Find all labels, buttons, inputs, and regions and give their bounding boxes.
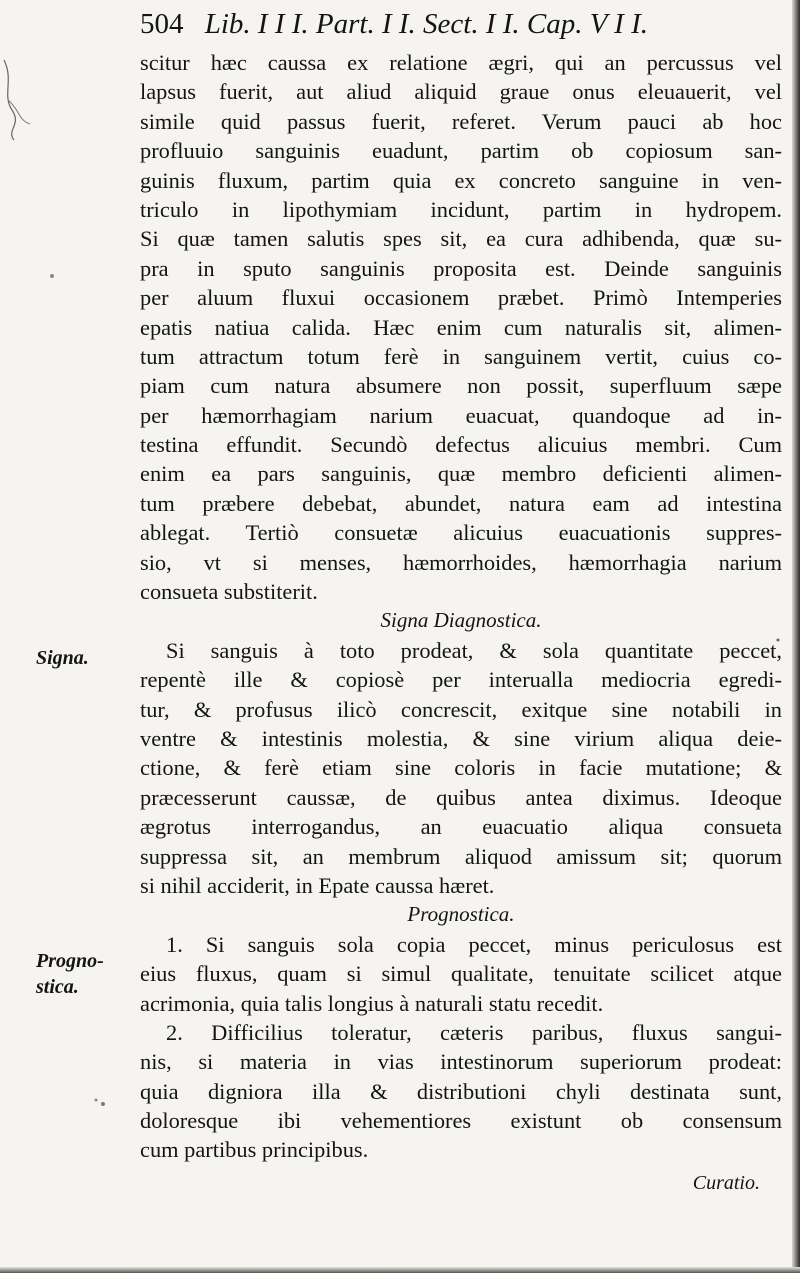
running-header	[140, 8, 760, 41]
text-line: repentè ille & copiosè per interualla mediocria egredi-	[140, 667, 782, 693]
margin-note-signa	[36, 645, 89, 671]
text-line: per hæmorrhagiam narium euacuat, quandoque ad in-	[140, 402, 782, 428]
text-block	[140, 48, 782, 1165]
text-line: nis, si materia in vias intestinorum superiorum prodeat:	[140, 1049, 782, 1075]
text-line: quia digniora illa & distributioni chyli destinata sunt,	[140, 1078, 782, 1104]
margin-note-signa-text: Signa.	[36, 647, 89, 669]
catchword: Curatio.	[692, 1172, 760, 1194]
text-line: simile quid passus fuerit, referet. Verum pauci ab hoc	[140, 108, 782, 134]
text-line: epatis natiua calida. Hæc enim cum naturalis sit, alimen-	[140, 314, 782, 340]
text-line: lapsus fuerit, aut aliud aliquid graue onus eleuauerit, vel	[140, 79, 782, 105]
text-line: ablegat. Tertiò consuetæ alicuius euacuationis suppres-	[140, 520, 782, 546]
text-line: ventre & intestinis molestia, & sine virium aliqua deie-	[140, 725, 782, 751]
text-line: ctione, & ferè etiam sine coloris in facie mutatione; &	[140, 755, 782, 781]
text-line: piam cum natura absumere non possit, superfluum sæpe	[140, 373, 782, 399]
running-title: Lib. I I I. Part. I I. Sect. I I. Cap. V I I.	[204, 8, 648, 40]
text-line: tum attractum totum ferè in sanguinem vertit, cuius co-	[140, 343, 782, 369]
margin-scribble	[4, 60, 15, 140]
page-edge-bottom	[0, 1267, 800, 1273]
section-heading-prognostica: Prognostica.	[407, 902, 515, 927]
ink-speck	[95, 1099, 98, 1102]
page-number: 504	[140, 8, 184, 40]
margin-note-progn-line2: stica.	[36, 976, 79, 998]
text-line: 2. Difficilius toleratur, cæteris paribus, fluxus sangui-	[166, 1019, 782, 1045]
text-line: suppressa sit, an membrum aliquod amissum sit; quorum	[140, 843, 782, 869]
text-line: per aluum fluxui occasionem præbet. Primò Intemperies	[140, 285, 782, 311]
ink-speck	[101, 1102, 105, 1106]
text-line: Si quæ tamen salutis spes sit, ea cura adhibenda, quæ su-	[140, 226, 782, 252]
section-heading-signa: Signa Diagnostica.	[380, 608, 542, 633]
text-line: ægrotus interrogandus, an euacuatio aliqua consueta	[140, 814, 782, 840]
text-line: præcesserunt caussæ, de quibus antea diximus. Ideoque	[140, 784, 782, 810]
text-line: enim ea pars sanguinis, quæ membro deficienti alimen-	[140, 461, 782, 487]
text-line: doloresque ibi vehementiores existunt ob consensum	[140, 1108, 782, 1134]
text-line: consueta substiterit.	[140, 579, 318, 605]
page-edge-right	[792, 0, 800, 1273]
text-line: cum partibus principibus.	[140, 1137, 369, 1163]
text-line: acrimonia, quia talis longius à naturali statu recedit.	[140, 990, 604, 1016]
text-line: tum præbere debebat, abundet, natura eam ad intestina	[140, 490, 782, 516]
text-line: sio, vt si menses, hæmorrhoides, hæmorrhagia narium	[140, 549, 782, 575]
text-line: guinis fluxum, partim quia ex concreto sanguine in ven-	[140, 167, 782, 193]
text-line: eius fluxus, quam si simul qualitate, tenuitate scilicet atque	[140, 961, 782, 987]
margin-scribble-2	[8, 100, 30, 124]
margin-note-progn-line1: Progno-	[36, 950, 104, 972]
text-line: triculo in lipothymiam incidunt, partim in hydropem.	[140, 196, 782, 222]
text-line: Si sanguis à toto prodeat, & sola quantitate peccet,	[166, 637, 782, 663]
ink-speck	[50, 274, 54, 278]
text-line: profluuio sanguinis euadunt, partim ob copiosum san-	[140, 138, 782, 164]
text-line: tur, & profusus ilicò concrescit, exitque sine notabili in	[140, 696, 782, 722]
text-line: pra in sputo sanguinis proposita est. Deinde sanguinis	[140, 255, 782, 281]
text-line: testina effundit. Secundò defectus alicuius membri. Cum	[140, 432, 782, 458]
text-line: 1. Si sanguis sola copia peccet, minus periculosus est	[166, 931, 782, 957]
margin-note-prognostica	[36, 948, 104, 1000]
text-line: si nihil acciderit, in Epate caussa hæret.	[140, 872, 495, 898]
text-line: scitur hæc caussa ex relatione ægri, qui an percussus vel	[140, 50, 782, 75]
